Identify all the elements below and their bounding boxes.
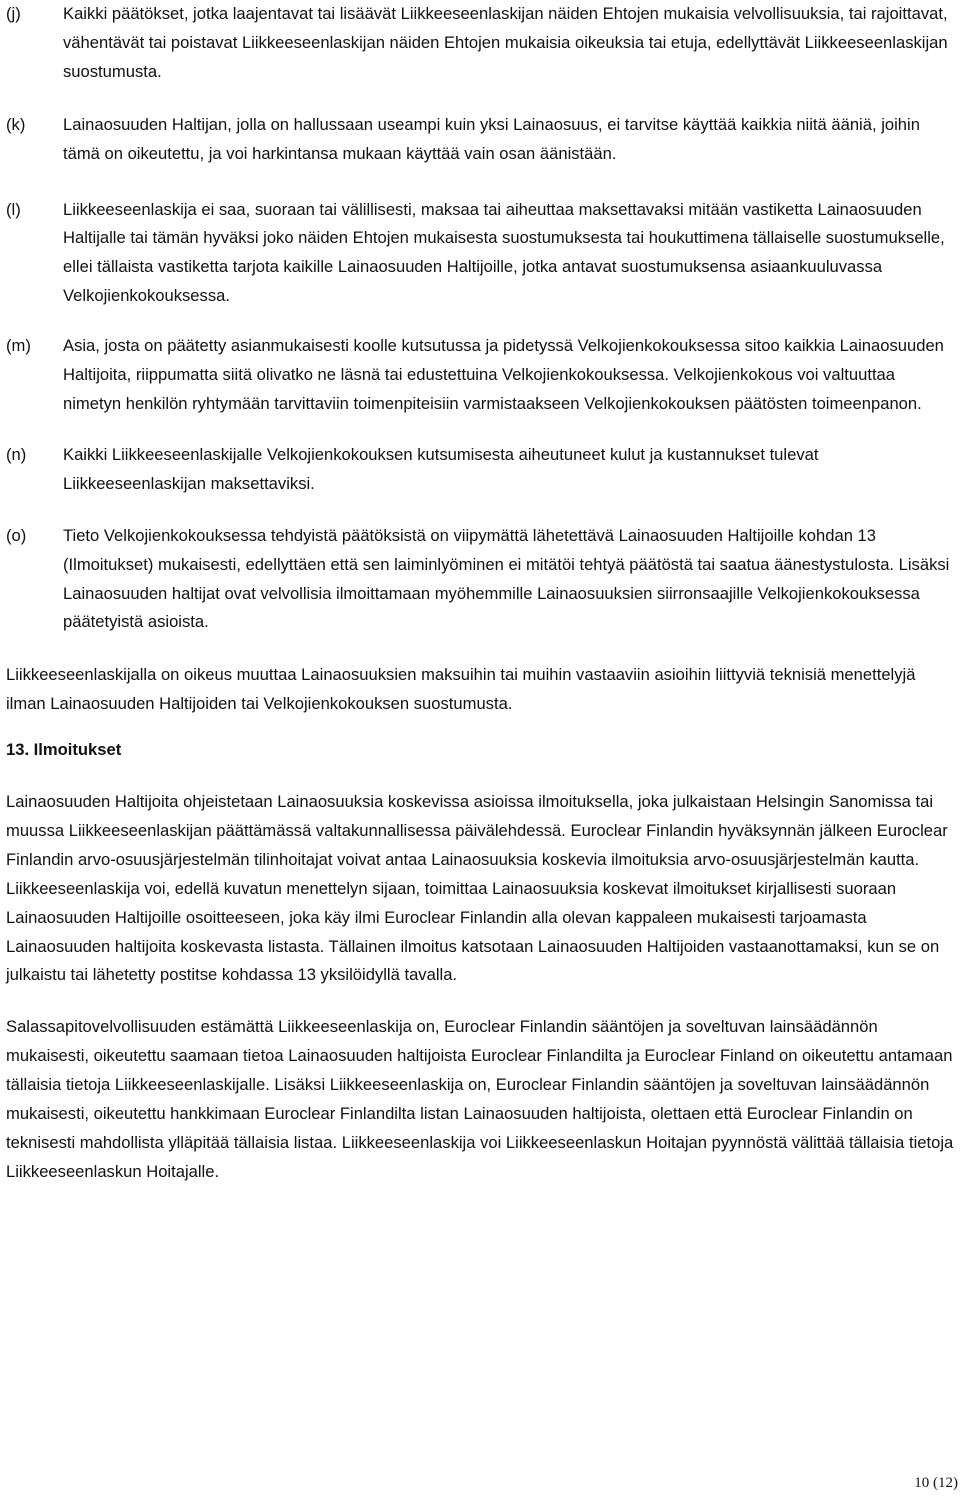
list-item-text: Kaikki päätökset, jotka laajentavat tai lisäävät Liikkeeseenlaskijan näiden Ehtojen mukaisia velvollisuuksia, tai rajoittavat, vähentävät tai poistavat Liikkeeseenlaskijan näiden Ehtojen mukaisia oikeuksia tai etuja, edellyttävät Liikkeeseenlaskijan suostumusta.: [63, 4, 948, 81]
list-item-m: [6, 332, 956, 419]
section-heading: 13. Ilmoitukset: [6, 740, 122, 760]
list-item-label: (k): [6, 114, 26, 134]
list-item-l: [6, 196, 956, 312]
list-item-label: (j): [6, 4, 21, 23]
confidentiality-paragraph: Salassapitovelvollisuuden estämättä Liikkeeseenlaskija on, Euroclear Finlandin sääntöjen ja soveltuvan lainsäädännön mukaisesti, oikeutettu saamaan tietoa Lainaosuuden haltijoista Euroclear Finlandilta ja Euroclear Finland on oikeutettu antamaan tällaisia tietoja Liikkeeseenlaskijalle. Lisäksi Liikkeeseenlaskija on, Euroclear Finlandin sääntöjen ja soveltuvan lainsäädännön mukaisesti, oikeutettu hankkimaan Euroclear Finlandilta listan Lainaosuuden haltijoista, olettaen että Euroclear Finlandin on teknisesti mahdollista ylläpitää tällaisia listaa. Liikkeeseenlaskija voi Liikkeeseenlaskun Hoitajan pyynnöstä välittää tällaisia tietoja Liikkeeseenlaskun Hoitajalle.: [6, 1017, 954, 1181]
list-item-label: (n): [6, 444, 27, 464]
list-item-label: (l): [6, 199, 21, 219]
document-page: [6, 0, 956, 1187]
closing-paragraph: Liikkeeseenlaskijalla on oikeus muuttaa Lainaosuuksien maksuihin tai muihin vastaaviin asioihin liittyviä teknisiä menettelyjä ilman Lainaosuuden Haltijoiden tai Velkojienkokouksen suostumusta.: [6, 665, 916, 714]
list-item-text: Liikkeeseenlaskija ei saa, suoraan tai välillisesti, maksaa tai aiheuttaa maksettavaksi mitään vastiketta Lainaosuuden Haltijalle tai tämän hyväksi joko näiden Ehtojen mukaisesta suostumuksesta tai houkuttimena tällaiselle suostumukselle, ellei tällaista vastiketta tarjota kaikille Lainaosuuden Haltijoille, jotka antavat suostumuksensa asiaankuuluvassa Velkojienkokouksessa.: [63, 199, 945, 306]
list-item-label: (o): [6, 525, 27, 545]
list-item-k: [6, 111, 956, 169]
list-item-text: Lainaosuuden Haltijan, jolla on hallussaan useampi kuin yksi Lainaosuus, ei tarvitse käyttää kaikkia niitä ääniä, joihin tämä on oikeutettu, ja voi harkintansa mukaan käyttää vain osan äänistään.: [63, 114, 920, 163]
list-item-o: [6, 522, 956, 638]
list-item-text: Asia, josta on päätetty asianmukaisesti koolle kutsutussa ja pidetyssä Velkojienkokouksessa sitoo kaikkia Lainaosuuden Haltijoita, riippumatta siitä olivatko ne läsnä tai edustettuina Velkojienkokouksessa. Velkojienkokous voi valtuuttaa nimetyn henkilön ryhtymään tarvittaviin toimenpiteisiin varmistaakseen Velkojienkokouksen päätösten toimeenpanon.: [63, 336, 944, 413]
list-item-text: Kaikki Liikkeeseenlaskijalle Velkojienkokouksen kutsumisesta aiheutuneet kulut ja kustannukset tulevat Liikkeeseenlaskijan maksettaviksi.: [63, 444, 819, 493]
list-item-j: [6, 0, 956, 87]
list-item-label: (m): [6, 336, 31, 356]
list-item-text: Tieto Velkojienkokouksessa tehdyistä päätöksistä on viipymättä lähetettävä Lainaosuuden Haltijoille kohdan 13 (Ilmoitukset) mukaisesti, edellyttäen että sen laiminlyöminen ei mitätöi tehtyä päätöstä tai saatua äänestystulosta. Lisäksi Lainaosuuden haltijat ovat velvollisia ilmoittamaan myöhemmille Lainaosuuksien siirronsaajille Velkojienkokouksessa päätetyistä asioista.: [63, 525, 950, 632]
page-number: 10 (12): [914, 1475, 958, 1491]
notices-paragraph: Lainaosuuden Haltijoita ohjeistetaan Lainaosuuksia koskevissa asioissa ilmoituksella, joka julkaistaan Helsingin Sanomissa tai muussa Liikkeeseenlaskijan päättämässä valtakunnallisessa päivälehdessä. Euroclear Finlandin hyväksynnän jälkeen Euroclear Finlandin arvo-osuusjärjestelmän tilinhoitajat voivat antaa Lainaosuuksia koskevia ilmoituksia arvo-osuusjärjestelmän kautta. Liikkeeseenlaskija voi, edellä kuvatun menettelyn sijaan, toimittaa Lainaosuuksia koskevat ilmoitukset kirjallisesti suoraan Lainaosuuden Haltijoille osoitteeseen, joka käy ilmi Euroclear Finlandin alla olevan kappaleen mukaisesti tarjoamasta Lainaosuuden haltijoita koskevasta listasta. Tällainen ilmoitus katsotaan Lainaosuuden Haltijoiden vastaanottamaksi, kun se on julkaistu tai lähetetty postitse kohdassa 13 yksilöidyllä tavalla.: [6, 792, 948, 985]
list-item-n: [6, 441, 956, 499]
